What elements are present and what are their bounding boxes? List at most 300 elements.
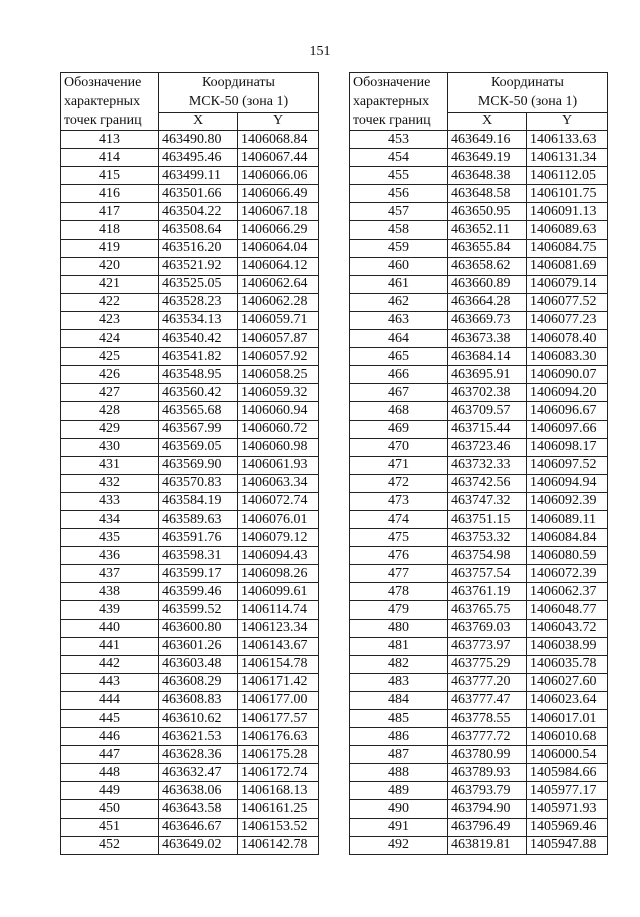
coords-header-line1: Координаты <box>491 75 564 91</box>
point-number-cell: 446 <box>61 728 159 746</box>
y-coordinate-cell: 1406089.63 <box>527 221 608 239</box>
y-coordinate-cell: 1406043.72 <box>527 619 608 637</box>
point-number-cell: 490 <box>350 800 448 818</box>
point-number-cell: 463 <box>350 311 448 329</box>
point-number-cell: 464 <box>350 330 448 348</box>
table-row <box>61 637 319 655</box>
table-row <box>61 257 319 275</box>
table-row <box>350 474 608 492</box>
x-coordinate-cell: 463525.05 <box>159 275 238 293</box>
x-coordinate-cell: 463669.73 <box>448 311 527 329</box>
table-row <box>61 474 319 492</box>
point-number-cell: 491 <box>350 818 448 836</box>
table-row <box>61 565 319 583</box>
x-coordinate-cell: 463601.26 <box>159 637 238 655</box>
table-row <box>61 203 319 221</box>
x-coordinate-cell: 463567.99 <box>159 420 238 438</box>
point-number-cell: 469 <box>350 420 448 438</box>
y-coordinate-cell: 1406177.00 <box>238 691 319 709</box>
y-coordinate-cell: 1406142.78 <box>238 836 319 854</box>
y-coordinate-cell: 1406084.84 <box>527 529 608 547</box>
x-coordinate-cell: 463638.06 <box>159 782 238 800</box>
y-coordinate-cell: 1406143.67 <box>238 637 319 655</box>
table-row <box>350 529 608 547</box>
x-coordinate-cell: 463499.11 <box>159 167 238 185</box>
point-number-cell: 434 <box>61 510 159 528</box>
x-coordinate-cell: 463649.02 <box>159 836 238 854</box>
y-coordinate-cell: 1406175.28 <box>238 746 319 764</box>
y-coordinate-cell: 1406079.12 <box>238 529 319 547</box>
y-coordinate-cell: 1406062.37 <box>527 583 608 601</box>
table-row <box>61 529 319 547</box>
y-coordinate-cell: 1406114.74 <box>238 601 319 619</box>
point-number-cell: 466 <box>350 366 448 384</box>
table-row <box>350 293 608 311</box>
y-coordinate-cell: 1406097.66 <box>527 420 608 438</box>
table-row <box>350 131 608 149</box>
y-coordinate-cell: 1406060.72 <box>238 420 319 438</box>
x-coordinate-cell: 463548.95 <box>159 366 238 384</box>
table-row <box>61 746 319 764</box>
point-number-cell: 440 <box>61 619 159 637</box>
point-number-cell: 451 <box>61 818 159 836</box>
point-number-cell: 460 <box>350 257 448 275</box>
table-row <box>61 492 319 510</box>
point-number-cell: 427 <box>61 384 159 402</box>
table-row <box>350 565 608 583</box>
table-row <box>61 691 319 709</box>
y-coordinate-cell: 1406091.13 <box>527 203 608 221</box>
table-row <box>350 438 608 456</box>
x-coordinate-cell: 463599.17 <box>159 565 238 583</box>
y-coordinate-cell: 1406072.39 <box>527 565 608 583</box>
table-row <box>350 330 608 348</box>
point-number-cell: 465 <box>350 348 448 366</box>
point-number-cell: 429 <box>61 420 159 438</box>
table-row <box>350 637 608 655</box>
point-number-cell: 444 <box>61 691 159 709</box>
x-coordinate-cell: 463649.16 <box>448 131 527 149</box>
point-number-cell: 454 <box>350 149 448 167</box>
point-number-cell: 453 <box>350 131 448 149</box>
y-coordinate-cell: 1406094.94 <box>527 474 608 492</box>
y-coordinate-cell: 1406067.44 <box>238 149 319 167</box>
x-coordinate-cell: 463695.91 <box>448 366 527 384</box>
table-row <box>61 655 319 673</box>
y-coordinate-cell: 1406060.98 <box>238 438 319 456</box>
y-coordinate-cell: 1406172.74 <box>238 764 319 782</box>
table-row <box>350 185 608 203</box>
point-number-cell: 430 <box>61 438 159 456</box>
x-coordinate-cell: 463591.76 <box>159 529 238 547</box>
header-label-line2: характерных <box>353 94 430 109</box>
table-row <box>350 492 608 510</box>
y-coordinate-cell: 1406078.40 <box>527 330 608 348</box>
point-number-cell: 442 <box>61 655 159 673</box>
point-number-cell: 436 <box>61 547 159 565</box>
x-coordinate-cell: 463569.05 <box>159 438 238 456</box>
point-label-header <box>350 73 448 131</box>
y-coordinate-cell: 1406062.28 <box>238 293 319 311</box>
y-column-header: Y <box>527 112 608 130</box>
table-row <box>350 420 608 438</box>
point-number-cell: 428 <box>61 402 159 420</box>
x-coordinate-cell: 463660.89 <box>448 275 527 293</box>
table-row <box>61 239 319 257</box>
table-row <box>350 167 608 185</box>
y-coordinate-cell: 1406017.01 <box>527 710 608 728</box>
table-row <box>350 203 608 221</box>
table-row <box>350 619 608 637</box>
x-coordinate-cell: 463794.90 <box>448 800 527 818</box>
table-row <box>350 710 608 728</box>
point-number-cell: 461 <box>350 275 448 293</box>
table-row <box>350 601 608 619</box>
table-row <box>61 673 319 691</box>
point-number-cell: 413 <box>61 131 159 149</box>
point-number-cell: 458 <box>350 221 448 239</box>
point-number-cell: 423 <box>61 311 159 329</box>
y-coordinate-cell: 1406064.12 <box>238 257 319 275</box>
y-coordinate-cell: 1406092.39 <box>527 492 608 510</box>
y-coordinate-cell: 1405971.93 <box>527 800 608 818</box>
table-row <box>350 149 608 167</box>
x-column-header: X <box>448 112 527 130</box>
x-coordinate-cell: 463655.84 <box>448 239 527 257</box>
point-number-cell: 452 <box>61 836 159 854</box>
x-coordinate-cell: 463495.46 <box>159 149 238 167</box>
table-row <box>350 764 608 782</box>
y-coordinate-cell: 1406090.07 <box>527 366 608 384</box>
point-number-cell: 470 <box>350 438 448 456</box>
point-number-cell: 462 <box>350 293 448 311</box>
y-coordinate-cell: 1406000.54 <box>527 746 608 764</box>
point-label-header <box>61 73 159 131</box>
table-row <box>350 800 608 818</box>
y-coordinate-cell: 1406076.01 <box>238 510 319 528</box>
coordinates-header <box>448 73 608 113</box>
table-row <box>61 348 319 366</box>
x-coordinate-cell: 463780.99 <box>448 746 527 764</box>
point-number-cell: 420 <box>61 257 159 275</box>
point-number-cell: 450 <box>61 800 159 818</box>
y-coordinate-cell: 1406133.63 <box>527 131 608 149</box>
point-number-cell: 456 <box>350 185 448 203</box>
table-row <box>350 456 608 474</box>
table-row <box>61 149 319 167</box>
table-row <box>61 456 319 474</box>
x-coordinate-cell: 463652.11 <box>448 221 527 239</box>
y-coordinate-cell: 1406161.25 <box>238 800 319 818</box>
table-row <box>350 836 608 854</box>
table-row <box>61 547 319 565</box>
point-number-cell: 418 <box>61 221 159 239</box>
table-row <box>350 746 608 764</box>
coords-header-line2: МСК-50 (зона 1) <box>477 94 578 110</box>
x-coordinate-cell: 463600.80 <box>159 619 238 637</box>
y-coordinate-cell: 1406123.34 <box>238 619 319 637</box>
x-coordinate-cell: 463751.15 <box>448 510 527 528</box>
point-number-cell: 455 <box>350 167 448 185</box>
x-coordinate-cell: 463603.48 <box>159 655 238 673</box>
x-coordinate-cell: 463777.20 <box>448 673 527 691</box>
point-number-cell: 487 <box>350 746 448 764</box>
point-number-cell: 459 <box>350 239 448 257</box>
x-coordinate-cell: 463598.31 <box>159 547 238 565</box>
point-number-cell: 448 <box>61 764 159 782</box>
table-row <box>61 275 319 293</box>
point-number-cell: 447 <box>61 746 159 764</box>
table-row <box>61 601 319 619</box>
page-number: 151 <box>309 44 331 59</box>
point-number-cell: 421 <box>61 275 159 293</box>
point-number-cell: 431 <box>61 456 159 474</box>
y-coordinate-cell: 1406048.77 <box>527 601 608 619</box>
x-coordinate-cell: 463761.19 <box>448 583 527 601</box>
y-coordinate-cell: 1406154.78 <box>238 655 319 673</box>
point-number-cell: 483 <box>350 673 448 691</box>
x-coordinate-cell: 463584.19 <box>159 492 238 510</box>
table-row <box>61 402 319 420</box>
x-coordinate-cell: 463777.72 <box>448 728 527 746</box>
point-number-cell: 468 <box>350 402 448 420</box>
table-row <box>350 402 608 420</box>
coords-header-line1: Координаты <box>202 75 275 91</box>
table-row <box>350 547 608 565</box>
point-number-cell: 415 <box>61 167 159 185</box>
y-coordinate-cell: 1406077.52 <box>527 293 608 311</box>
header-label-line3: точек границ <box>353 113 431 128</box>
point-number-cell: 445 <box>61 710 159 728</box>
y-coordinate-cell: 1406058.25 <box>238 366 319 384</box>
table-row <box>350 782 608 800</box>
point-number-cell: 479 <box>350 601 448 619</box>
y-coordinate-cell: 1406101.75 <box>527 185 608 203</box>
x-coordinate-cell: 463684.14 <box>448 348 527 366</box>
point-number-cell: 488 <box>350 764 448 782</box>
y-coordinate-cell: 1406038.99 <box>527 637 608 655</box>
y-coordinate-cell: 1406098.26 <box>238 565 319 583</box>
point-number-cell: 492 <box>350 836 448 854</box>
x-coordinate-cell: 463516.20 <box>159 239 238 257</box>
x-coordinate-cell: 463621.53 <box>159 728 238 746</box>
table-row <box>61 167 319 185</box>
x-coordinate-cell: 463664.28 <box>448 293 527 311</box>
x-coordinate-cell: 463569.90 <box>159 456 238 474</box>
table-row <box>350 348 608 366</box>
point-number-cell: 481 <box>350 637 448 655</box>
point-number-cell: 441 <box>61 637 159 655</box>
x-coordinate-cell: 463732.33 <box>448 456 527 474</box>
y-coordinate-cell: 1405977.17 <box>527 782 608 800</box>
y-coordinate-cell: 1406035.78 <box>527 655 608 673</box>
x-column-header: X <box>159 112 238 130</box>
x-coordinate-cell: 463521.92 <box>159 257 238 275</box>
y-coordinate-cell: 1406057.92 <box>238 348 319 366</box>
y-coordinate-cell: 1406010.68 <box>527 728 608 746</box>
point-number-cell: 480 <box>350 619 448 637</box>
x-coordinate-cell: 463490.80 <box>159 131 238 149</box>
x-coordinate-cell: 463565.68 <box>159 402 238 420</box>
x-coordinate-cell: 463599.46 <box>159 583 238 601</box>
table-row <box>61 782 319 800</box>
x-coordinate-cell: 463599.52 <box>159 601 238 619</box>
x-coordinate-cell: 463709.57 <box>448 402 527 420</box>
x-coordinate-cell: 463753.32 <box>448 529 527 547</box>
table-row <box>350 655 608 673</box>
table-row <box>350 691 608 709</box>
x-coordinate-cell: 463658.62 <box>448 257 527 275</box>
table-row <box>61 420 319 438</box>
table-row <box>61 619 319 637</box>
x-coordinate-cell: 463793.79 <box>448 782 527 800</box>
table-row <box>350 583 608 601</box>
table-row <box>350 239 608 257</box>
point-number-cell: 475 <box>350 529 448 547</box>
y-coordinate-cell: 1406080.59 <box>527 547 608 565</box>
x-coordinate-cell: 463742.56 <box>448 474 527 492</box>
y-coordinate-cell: 1406023.64 <box>527 691 608 709</box>
table-row <box>61 221 319 239</box>
y-coordinate-cell: 1406177.57 <box>238 710 319 728</box>
y-coordinate-cell: 1406062.64 <box>238 275 319 293</box>
y-coordinate-cell: 1406168.13 <box>238 782 319 800</box>
y-coordinate-cell: 1406064.04 <box>238 239 319 257</box>
point-number-cell: 484 <box>350 691 448 709</box>
x-coordinate-cell: 463649.19 <box>448 149 527 167</box>
x-coordinate-cell: 463560.42 <box>159 384 238 402</box>
point-number-cell: 473 <box>350 492 448 510</box>
y-coordinate-cell: 1406097.52 <box>527 456 608 474</box>
point-number-cell: 437 <box>61 565 159 583</box>
y-coordinate-cell: 1406112.05 <box>527 167 608 185</box>
table-row <box>61 818 319 836</box>
y-coordinate-cell: 1406079.14 <box>527 275 608 293</box>
x-coordinate-cell: 463723.46 <box>448 438 527 456</box>
table-row <box>350 728 608 746</box>
table-row <box>61 728 319 746</box>
header-label-line2: характерных <box>64 94 141 109</box>
y-coordinate-cell: 1406089.11 <box>527 510 608 528</box>
y-coordinate-cell: 1406063.34 <box>238 474 319 492</box>
table-row <box>350 818 608 836</box>
point-number-cell: 471 <box>350 456 448 474</box>
table-row <box>61 366 319 384</box>
table-row <box>61 330 319 348</box>
x-coordinate-cell: 463775.29 <box>448 655 527 673</box>
y-column-header: Y <box>238 112 319 130</box>
point-number-cell: 424 <box>61 330 159 348</box>
table-row <box>350 366 608 384</box>
x-coordinate-cell: 463508.64 <box>159 221 238 239</box>
point-number-cell: 435 <box>61 529 159 547</box>
x-coordinate-cell: 463715.44 <box>448 420 527 438</box>
point-number-cell: 438 <box>61 583 159 601</box>
y-coordinate-cell: 1406099.61 <box>238 583 319 601</box>
point-number-cell: 426 <box>61 366 159 384</box>
y-coordinate-cell: 1406068.84 <box>238 131 319 149</box>
table-row <box>61 510 319 528</box>
y-coordinate-cell: 1406059.71 <box>238 311 319 329</box>
x-coordinate-cell: 463747.32 <box>448 492 527 510</box>
x-coordinate-cell: 463650.95 <box>448 203 527 221</box>
x-coordinate-cell: 463528.23 <box>159 293 238 311</box>
point-number-cell: 422 <box>61 293 159 311</box>
point-number-cell: 485 <box>350 710 448 728</box>
x-coordinate-cell: 463501.66 <box>159 185 238 203</box>
y-coordinate-cell: 1406072.74 <box>238 492 319 510</box>
point-number-cell: 433 <box>61 492 159 510</box>
table-row <box>61 384 319 402</box>
x-coordinate-cell: 463819.81 <box>448 836 527 854</box>
point-number-cell: 439 <box>61 601 159 619</box>
x-coordinate-cell: 463648.38 <box>448 167 527 185</box>
coords-header-line2: МСК-50 (зона 1) <box>188 94 289 110</box>
point-number-cell: 432 <box>61 474 159 492</box>
x-coordinate-cell: 463570.83 <box>159 474 238 492</box>
point-number-cell: 476 <box>350 547 448 565</box>
y-coordinate-cell: 1406066.29 <box>238 221 319 239</box>
x-coordinate-cell: 463610.62 <box>159 710 238 728</box>
table-row <box>350 311 608 329</box>
table-row <box>61 764 319 782</box>
point-number-cell: 414 <box>61 149 159 167</box>
y-coordinate-cell: 1406131.34 <box>527 149 608 167</box>
point-number-cell: 467 <box>350 384 448 402</box>
x-coordinate-cell: 463628.36 <box>159 746 238 764</box>
y-coordinate-cell: 1406094.20 <box>527 384 608 402</box>
point-number-cell: 425 <box>61 348 159 366</box>
y-coordinate-cell: 1405947.88 <box>527 836 608 854</box>
x-coordinate-cell: 463754.98 <box>448 547 527 565</box>
point-number-cell: 449 <box>61 782 159 800</box>
x-coordinate-cell: 463777.47 <box>448 691 527 709</box>
point-number-cell: 474 <box>350 510 448 528</box>
table-row <box>61 185 319 203</box>
x-coordinate-cell: 463702.38 <box>448 384 527 402</box>
table-row <box>350 384 608 402</box>
table-body-left <box>61 131 319 855</box>
x-coordinate-cell: 463534.13 <box>159 311 238 329</box>
x-coordinate-cell: 463504.22 <box>159 203 238 221</box>
x-coordinate-cell: 463769.03 <box>448 619 527 637</box>
table-row <box>61 131 319 149</box>
table-row <box>350 510 608 528</box>
y-coordinate-cell: 1406176.63 <box>238 728 319 746</box>
x-coordinate-cell: 463589.63 <box>159 510 238 528</box>
y-coordinate-cell: 1405984.66 <box>527 764 608 782</box>
table-row <box>350 673 608 691</box>
y-coordinate-cell: 1406057.87 <box>238 330 319 348</box>
y-coordinate-cell: 1406066.49 <box>238 185 319 203</box>
table-row <box>61 836 319 854</box>
point-number-cell: 416 <box>61 185 159 203</box>
table-row <box>61 583 319 601</box>
point-number-cell: 419 <box>61 239 159 257</box>
x-coordinate-cell: 463608.29 <box>159 673 238 691</box>
y-coordinate-cell: 1406096.67 <box>527 402 608 420</box>
x-coordinate-cell: 463608.83 <box>159 691 238 709</box>
table-body-right <box>350 131 608 855</box>
x-coordinate-cell: 463773.97 <box>448 637 527 655</box>
y-coordinate-cell: 1406077.23 <box>527 311 608 329</box>
coordinates-header <box>159 73 319 113</box>
table-row <box>61 293 319 311</box>
point-number-cell: 482 <box>350 655 448 673</box>
table-row <box>350 275 608 293</box>
header-label-line1: Обозначение <box>353 75 431 90</box>
x-coordinate-cell: 463789.93 <box>448 764 527 782</box>
